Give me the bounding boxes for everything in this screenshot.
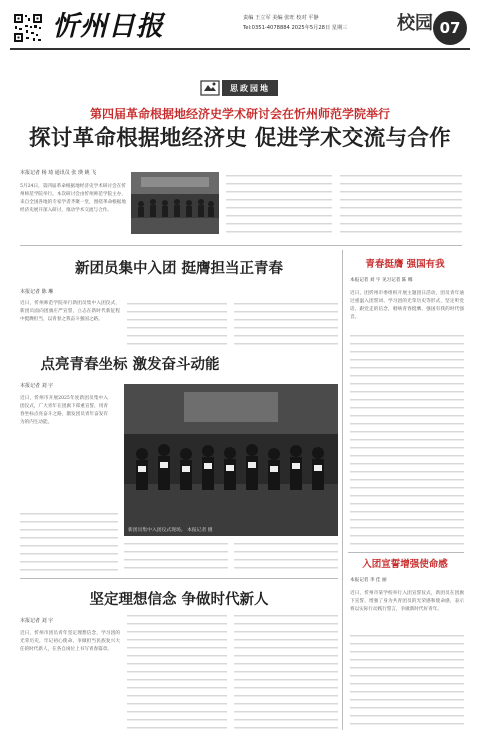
rule-lead-bottom bbox=[20, 245, 462, 246]
story4-col3 bbox=[234, 612, 338, 730]
side2-body bbox=[350, 590, 464, 630]
page-number-text: 07 bbox=[439, 19, 461, 37]
side2-body-more bbox=[350, 632, 464, 730]
story2-body bbox=[20, 300, 120, 348]
story3-below-photo-1 bbox=[124, 540, 228, 572]
story3-below-photo-2 bbox=[234, 540, 338, 572]
story3-headline: 点亮青春坐标 激发奋斗动能 bbox=[40, 357, 220, 373]
section-banner bbox=[200, 79, 280, 97]
lead-headline: 探讨革命根据地经济史 促进学术交流与合作 bbox=[29, 126, 451, 151]
story4-body bbox=[20, 630, 120, 730]
side1-byline: 本报记者 刘 宇 见习记者 陈 娜 bbox=[350, 278, 413, 283]
photo-caption: 新团员集中入团仪式现场。 本报记者 摄 bbox=[128, 528, 213, 533]
side1-text: 近日，团忻州市委组织开展主题团日活动，团员青年通过重温入团誓词、学习团的光荣历史等形式，坚定听党话、跟党走的信念，唱响青春挺膺、强国有我的时代强音。 bbox=[350, 291, 464, 320]
lead-photo bbox=[131, 172, 219, 234]
lead-kicker: 第四届革命根据地经济史学术研讨会在忻州师范学院举行 bbox=[89, 107, 390, 121]
side2-text: 近日，忻州市某学校举行入团宣誓仪式，新团员在团旗下宣誓，增强了身为共青团员的光荣感和使命感，表示将以实际行动践行誓言，争做新时代好青年。 bbox=[350, 591, 464, 612]
rule-right-column bbox=[342, 250, 343, 730]
side1-body-more bbox=[350, 332, 464, 548]
story2-byline: 本报记者 陈 琳 bbox=[20, 289, 54, 295]
news-photo bbox=[124, 384, 338, 536]
story4-headline: 坚定理想信念 争做时代新人 bbox=[89, 592, 269, 608]
story2-col2 bbox=[127, 300, 227, 348]
page-number bbox=[433, 11, 467, 45]
rule-story3-bottom bbox=[20, 578, 338, 579]
story3-body bbox=[20, 395, 108, 507]
story4-byline: 本报记者 刘 宇 bbox=[20, 618, 54, 624]
story3-text: 近日，忻州市开展2025年度新团员集中入团仪式，广大青年在团旗下郑重宣誓，用青春坐标点亮奋斗之路，激发团员青年奋发有为的内生动能。 bbox=[20, 396, 108, 425]
side2-headline: 入团宣誓增强使命感 bbox=[362, 559, 448, 570]
lead-body-col4 bbox=[340, 172, 462, 234]
story3-byline: 本报记者 刘 宇 bbox=[20, 383, 54, 389]
masthead bbox=[0, 0, 480, 52]
story4-text: 近日，忻州市团员青年坚定理想信念，学习团的光荣历史，牢记初心使命，争做担当民族复兴大任的时代新人，在各自岗位上书写青春篇章。 bbox=[20, 631, 120, 652]
side1-body bbox=[350, 290, 464, 330]
section-name: 校园 bbox=[397, 13, 433, 34]
lead-text: 5月24日，第四届革命根据地经济史学术研讨会在忻州师范学院举行。本次研讨会由忻州师范学院主办，来自全国各地的专家学者齐聚一堂，围绕革命根据地经济史展开深入研讨，推动学术交流与合作。 bbox=[20, 184, 126, 213]
side1-headline: 青春挺膺 强国有我 bbox=[365, 259, 445, 270]
banner-emblem-icon bbox=[200, 79, 220, 97]
lead-byline: 本报记者 杨 琦 通讯员 张 瑛 姚 飞 bbox=[20, 170, 97, 176]
banner-label-text: 思政园地 bbox=[230, 83, 270, 93]
qr-code-icon bbox=[13, 13, 43, 43]
story2-text: 近日，忻州师范学院举行新团员集中入团仪式，新团员面向团旗庄严宣誓，立志在新时代新征程中挺膺担当，以青春之我奋斗强国之路。 bbox=[20, 301, 120, 322]
masthead-rule bbox=[10, 48, 470, 50]
story3-col1-more bbox=[20, 510, 118, 572]
issue-info-2: Tel:0351-4078884 2025年5月28日 星期三 bbox=[243, 25, 348, 31]
story4-col2 bbox=[127, 612, 227, 730]
rule-side-divider bbox=[348, 552, 464, 553]
side2-byline: 本报记者 李 佳 丽 bbox=[350, 578, 387, 583]
lead-body-col1 bbox=[20, 183, 126, 239]
story2-col3 bbox=[234, 300, 338, 348]
story2-headline: 新团员集中入团 挺膺担当正青春 bbox=[74, 261, 284, 277]
newspaper-title: 忻州日报 bbox=[52, 11, 164, 42]
issue-info-1: 责编 王立军 美编 张旺 校对 平静 bbox=[243, 15, 319, 21]
banner-label bbox=[222, 80, 278, 96]
lead-body-col3 bbox=[226, 172, 332, 234]
